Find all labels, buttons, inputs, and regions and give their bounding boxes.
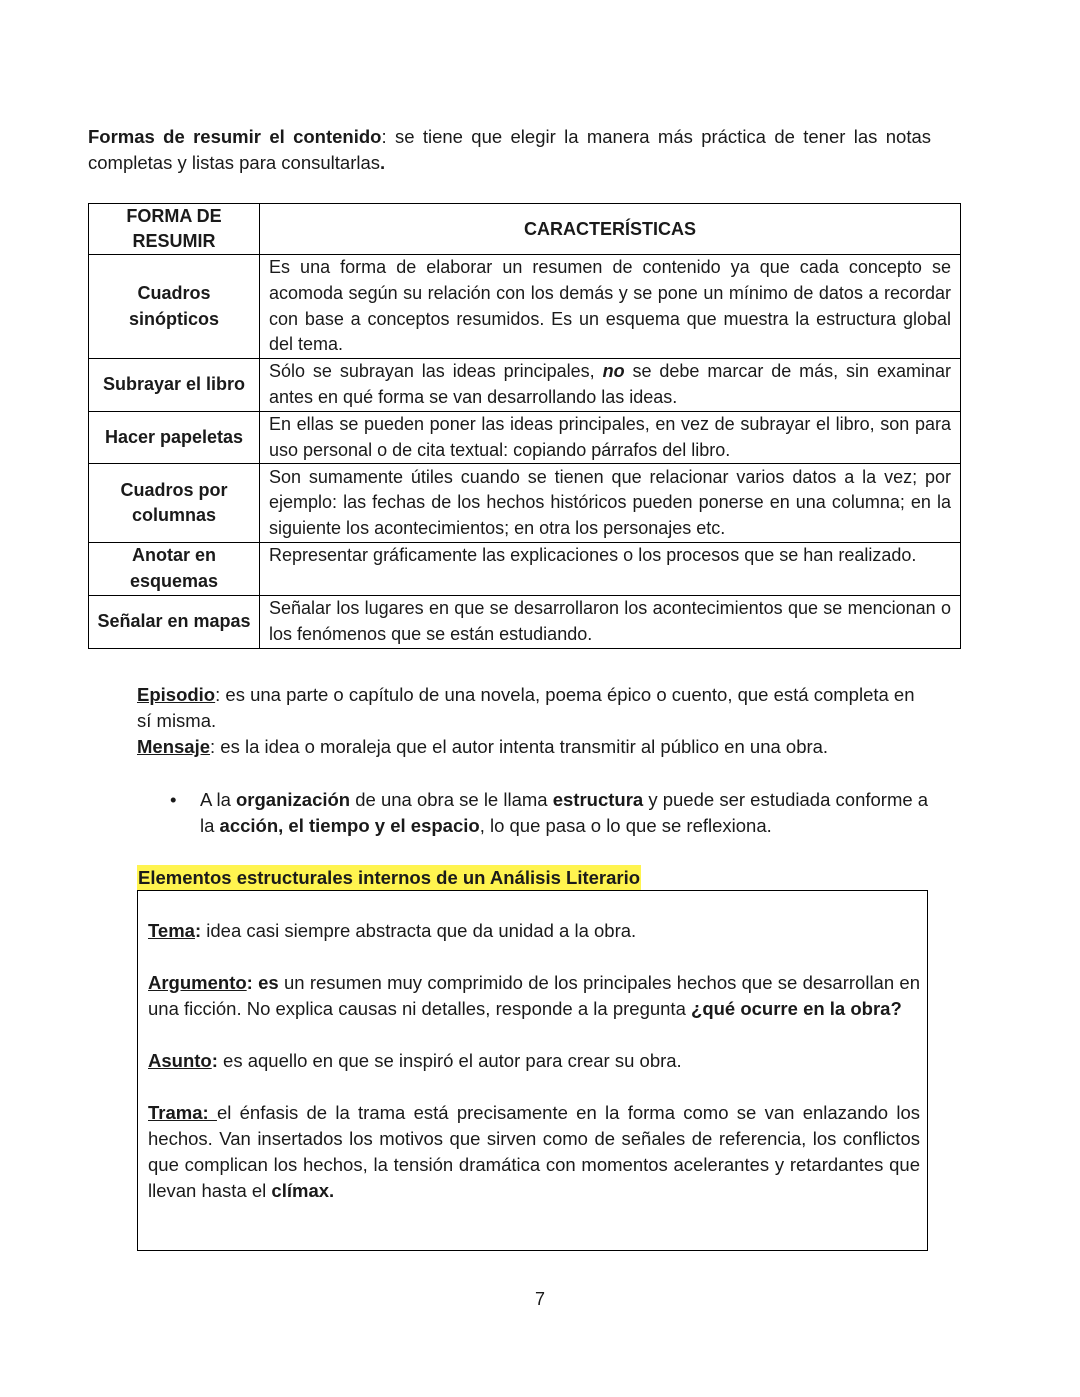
trama-text: el énfasis de la trama está precisamente en la forma como se van enlazando los hechos. Van insertados los motivos que sirven como de señales de referencia, los conflictos que complican los hechos, la tensión dramática con momentos acelerantes y retardantes que llevan hasta el bbox=[148, 1102, 920, 1201]
intro-rest: : se tiene que elegir la manera más práctica de tener las notas completas y listas para consultarlas bbox=[88, 126, 931, 173]
table-row bbox=[89, 543, 961, 596]
tema-entry bbox=[148, 918, 920, 944]
table-header-row bbox=[89, 204, 961, 255]
row-name: Cuadros sinópticos bbox=[89, 255, 260, 359]
row-text-part: Sólo se subrayan las ideas principales, bbox=[269, 361, 603, 382]
row-name: Anotar en esquemas bbox=[89, 543, 260, 596]
bullet-text: A la bbox=[200, 789, 236, 810]
bullet-bold: estructura bbox=[552, 789, 644, 810]
row-text: En ellas se pueden poner las ideas principales, en vez de subrayar el libro, son para uso personal o de cita textual: copiando párrafos del libro. bbox=[260, 411, 961, 464]
emphasis-no: no bbox=[602, 361, 625, 382]
bullet-bold: acción, el tiempo y el espacio bbox=[219, 815, 480, 836]
bullet-bold: organización bbox=[236, 789, 351, 810]
section-title: Elementos estructurales internos de un Análisis Literario bbox=[137, 865, 641, 891]
row-text: Son sumamente útiles cuando se tienen que relacionar varios datos a la vez; por ejemplo: las fechas de los hechos históricos pueden ponerse en una columna; en la siguiente los acontecimientos; en otra los personajes etc. bbox=[260, 464, 961, 543]
table-row bbox=[89, 595, 961, 648]
mensaje-definition bbox=[137, 734, 932, 760]
mensaje-term: Mensaje bbox=[137, 736, 211, 757]
episodio-term: Episodio bbox=[137, 684, 216, 705]
argumento-term: Argumento bbox=[148, 972, 247, 993]
row-name: Señalar en mapas bbox=[89, 595, 260, 648]
bullet-text: , lo que pasa o lo que se reflexiona. bbox=[479, 815, 772, 836]
asunto-text: es aquello en que se inspiró el autor para crear su obra. bbox=[217, 1050, 682, 1071]
row-text: Señalar los lugares en que se desarrollaron los acontecimientos que se mencionan o los fenómenos que se están estudiando. bbox=[260, 595, 961, 648]
bullet-icon: • bbox=[170, 789, 177, 810]
row-name: Cuadros por columnas bbox=[89, 464, 260, 543]
colon: : bbox=[211, 1050, 218, 1071]
episodio-text: : es una parte o capítulo de una novela, poema épico o cuento, que está completa en sí misma. bbox=[137, 684, 915, 731]
intro-lead: Formas de resumir el contenido bbox=[88, 126, 382, 147]
colon: : es bbox=[246, 972, 279, 993]
structural-elements-box bbox=[137, 890, 928, 1251]
bullet-text: de una obra se le llama bbox=[350, 789, 553, 810]
page-number: 7 bbox=[534, 1289, 545, 1309]
row-text bbox=[260, 359, 961, 412]
table-row bbox=[89, 359, 961, 412]
row-text: Es una forma de elaborar un resumen de contenido ya que cada concepto se acomoda según su relación con los demás y se pone un mínimo de datos a recordar con base a conceptos resumidos. Es un esquema que muestra la estructura global del tema. bbox=[260, 255, 961, 359]
intro-paragraph bbox=[88, 124, 931, 176]
asunto-entry bbox=[148, 1048, 920, 1074]
trama-bold: clímax. bbox=[271, 1180, 335, 1201]
bullet-text: y puede ser estudiada conforme a la bbox=[200, 789, 929, 836]
colon: : bbox=[194, 920, 202, 941]
definitions bbox=[137, 682, 932, 760]
trama-term: Trama: bbox=[148, 1102, 217, 1123]
mensaje-text: : es la idea o moraleja que el autor intenta transmitir al público en una obra. bbox=[210, 736, 829, 757]
argumento-text: un resumen muy comprimido de los principales hechos que se desarrollan en una ficción. No explica causas ni detalles, responde a la pregunta bbox=[148, 972, 920, 1019]
row-name: Subrayar el libro bbox=[89, 359, 260, 412]
asunto-term: Asunto bbox=[148, 1050, 212, 1071]
intro-end: . bbox=[380, 152, 386, 173]
row-name: Hacer papeletas bbox=[89, 411, 260, 464]
trama-entry bbox=[148, 1100, 920, 1204]
summary-methods-table bbox=[88, 203, 961, 649]
table-row bbox=[89, 411, 961, 464]
row-text-part: se debe marcar de más, sin examinar antes en qué forma se van desarrollando las ideas. bbox=[269, 361, 951, 407]
header-forma: FORMA DE RESUMIR bbox=[89, 204, 260, 255]
table-row bbox=[89, 255, 961, 359]
tema-term: Tema bbox=[148, 920, 195, 941]
table-row bbox=[89, 464, 961, 543]
tema-text: idea casi siempre abstracta que da unidad a la obra. bbox=[201, 920, 637, 941]
estructura-bullet bbox=[170, 787, 935, 839]
argumento-question: ¿qué ocurre en la obra? bbox=[691, 998, 902, 1019]
header-caracteristicas: CARACTERÍSTICAS bbox=[260, 204, 961, 255]
episodio-definition bbox=[137, 682, 932, 734]
row-text: Representar gráficamente las explicaciones o los procesos que se han realizado. bbox=[260, 543, 961, 596]
argumento-entry bbox=[148, 970, 920, 1022]
